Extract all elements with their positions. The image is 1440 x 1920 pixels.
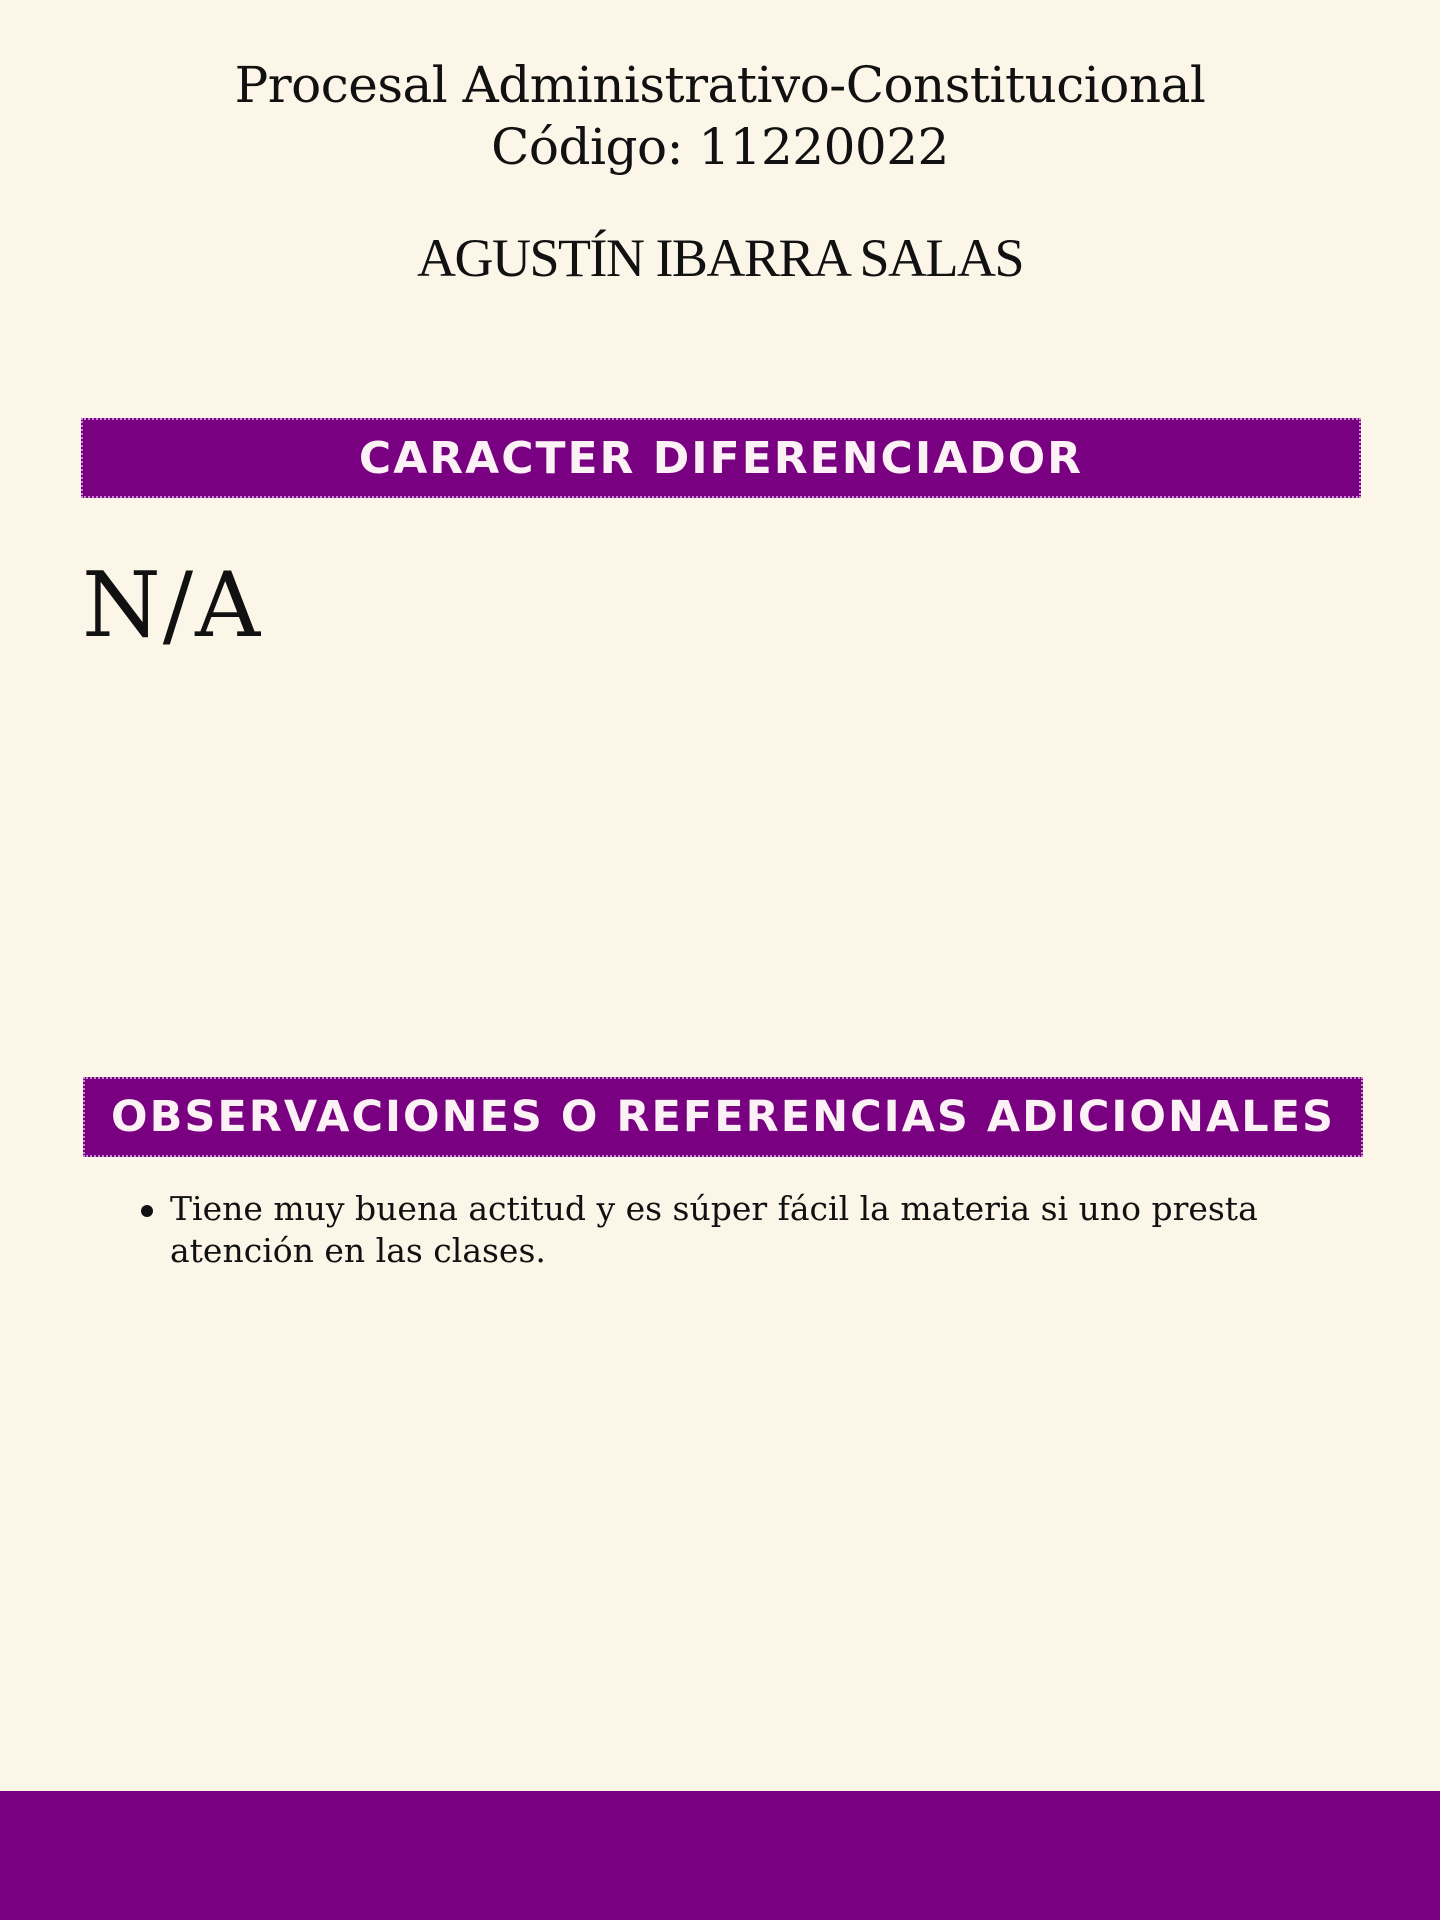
section-heading-observaciones-label: OBSERVACIONES O REFERENCIAS ADICIONALES	[111, 1092, 1335, 1142]
section-heading-caracter-label: CARACTER DIFERENCIADOR	[358, 432, 1084, 484]
footer-bar	[0, 1791, 1440, 1920]
course-code: Código: 11220022	[491, 118, 949, 176]
course-title: Procesal Administrativo-Constitucional	[234, 56, 1206, 114]
section-heading-caracter	[81, 418, 1361, 498]
list-item	[170, 1188, 1280, 1272]
section-heading-observaciones	[83, 1077, 1363, 1157]
list-item-text: Tiene muy buena actitud y es súper fácil la materia si uno presta atención en las clases.	[170, 1189, 1258, 1270]
professor-name: AGUSTÍN IBARRA SALAS	[416, 228, 1024, 288]
caracter-value: N/A	[82, 553, 263, 658]
observaciones-list	[170, 1188, 1280, 1272]
bullet-icon	[141, 1205, 153, 1217]
